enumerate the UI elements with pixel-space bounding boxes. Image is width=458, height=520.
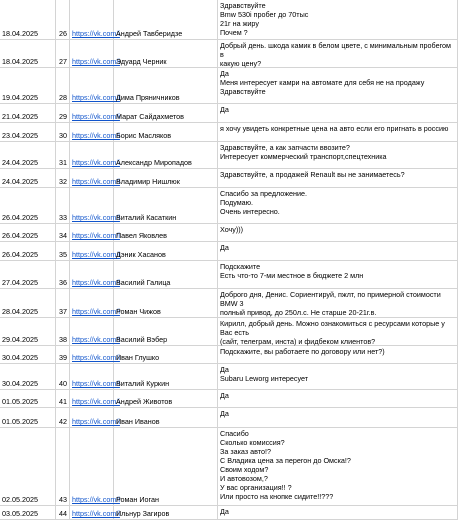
name-cell[interactable]: Марат Сайдахметов bbox=[114, 104, 218, 122]
name-cell[interactable]: Виталий Касаткин bbox=[114, 188, 218, 223]
message-line: Да bbox=[220, 69, 229, 78]
table-row[interactable] bbox=[0, 68, 458, 104]
message-cell[interactable] bbox=[218, 242, 458, 260]
message-line: Здравствуйте, а продажей Renault вы не занимаетесь? bbox=[220, 170, 405, 179]
profile-link[interactable]: https://vk.com/i bbox=[70, 224, 114, 241]
message-line: Да bbox=[220, 409, 229, 418]
message-line: Спасибо bbox=[220, 429, 249, 438]
table-row[interactable] bbox=[0, 390, 458, 408]
profile-link[interactable]: https://vk.com/i bbox=[70, 346, 114, 363]
table-row[interactable] bbox=[0, 346, 458, 364]
table-row[interactable] bbox=[0, 224, 458, 242]
name-cell[interactable]: Дэник Хасанов bbox=[114, 242, 218, 260]
profile-link[interactable]: https://vk.com/i bbox=[70, 242, 114, 260]
message-cell[interactable] bbox=[218, 142, 458, 168]
message-cell[interactable] bbox=[218, 289, 458, 317]
date-cell[interactable]: 18.04.2025 bbox=[0, 0, 56, 39]
profile-link[interactable]: https://vk.com/i bbox=[70, 408, 114, 427]
name-cell[interactable]: Василий Галица bbox=[114, 261, 218, 288]
date-cell[interactable]: 19.04.2025 bbox=[0, 68, 56, 103]
row-number-cell[interactable]: 39 bbox=[56, 346, 70, 363]
name-cell[interactable]: Виталий Куркин bbox=[114, 364, 218, 389]
message-cell[interactable] bbox=[218, 224, 458, 241]
table-row[interactable] bbox=[0, 506, 458, 520]
message-line: Да bbox=[220, 243, 229, 252]
message-line: какую цену? bbox=[220, 59, 262, 68]
name-cell[interactable]: Ильнур Загиров bbox=[114, 506, 218, 519]
date-cell[interactable]: 30.04.2025 bbox=[0, 364, 56, 389]
date-cell[interactable]: 24.04.2025 bbox=[0, 169, 56, 187]
table-row[interactable] bbox=[0, 0, 458, 40]
row-number-cell[interactable]: 38 bbox=[56, 318, 70, 345]
date-cell[interactable]: 26.04.2025 bbox=[0, 188, 56, 223]
message-line: Да bbox=[220, 365, 229, 374]
message-line: И автовозом,? bbox=[220, 474, 268, 483]
name-cell[interactable]: Иван Иванов bbox=[114, 408, 218, 427]
table-row[interactable] bbox=[0, 364, 458, 390]
message-line: полный привод, до 250л.с. Не старше 20-21г.в. bbox=[220, 308, 377, 317]
message-cell[interactable] bbox=[218, 390, 458, 407]
table-row[interactable] bbox=[0, 123, 458, 142]
row-number-cell[interactable]: 43 bbox=[56, 428, 70, 505]
row-number-cell[interactable]: 34 bbox=[56, 224, 70, 241]
row-number-cell[interactable]: 31 bbox=[56, 142, 70, 168]
message-cell[interactable] bbox=[218, 169, 458, 187]
table-row[interactable] bbox=[0, 242, 458, 261]
message-line: Почем ? bbox=[220, 28, 248, 37]
message-line: Здравствуйте bbox=[220, 1, 266, 10]
message-line: Subaru Leworg интересует bbox=[220, 374, 309, 383]
message-cell[interactable] bbox=[218, 188, 458, 223]
name-cell[interactable]: Василий Вэбер bbox=[114, 318, 218, 345]
row-number-cell[interactable]: 35 bbox=[56, 242, 70, 260]
message-line: (сайт, телеграм, инста) и фидбеком клиентов? bbox=[220, 337, 376, 346]
row-number-cell[interactable]: 37 bbox=[56, 289, 70, 317]
message-line: Есть что-то 7-ми местное в бюджете 2 млн bbox=[220, 271, 364, 280]
message-line: Bmw 530i пробег до 70тыс bbox=[220, 10, 309, 19]
profile-link[interactable]: https://vk.com/i bbox=[70, 68, 114, 103]
message-line: 21г на жиру bbox=[220, 19, 259, 28]
message-cell[interactable] bbox=[218, 123, 458, 141]
row-number-cell[interactable]: 42 bbox=[56, 408, 70, 427]
profile-link[interactable]: https://vk.com/i bbox=[70, 0, 114, 39]
message-line: я хочу увидеть конкретные цена на авто если его пригнать в россию bbox=[220, 124, 449, 133]
profile-link[interactable]: https://vk.com/i bbox=[70, 188, 114, 223]
profile-link[interactable]: https://vk.com/i bbox=[70, 289, 114, 317]
table-row[interactable] bbox=[0, 104, 458, 123]
message-line: Подскажите, вы работаете по договору или нет?) bbox=[220, 347, 385, 356]
message-cell[interactable] bbox=[218, 346, 458, 363]
message-line: Интересует коммерческий транспорт,спецтехника bbox=[220, 152, 387, 161]
row-number-cell[interactable]: 41 bbox=[56, 390, 70, 407]
message-line: Сколько комиссия? bbox=[220, 438, 285, 447]
date-cell[interactable]: 26.04.2025 bbox=[0, 224, 56, 241]
name-cell[interactable]: Борис Масляков bbox=[114, 123, 218, 141]
row-number-cell[interactable]: 44 bbox=[56, 506, 70, 519]
row-number-cell[interactable]: 26 bbox=[56, 0, 70, 39]
date-cell[interactable]: 18.04.2025 bbox=[0, 40, 56, 67]
row-number-cell[interactable]: 27 bbox=[56, 40, 70, 67]
profile-link[interactable]: https://vk.com/i bbox=[70, 390, 114, 407]
message-cell[interactable] bbox=[218, 364, 458, 389]
message-line: Подумаю. bbox=[220, 198, 254, 207]
name-cell[interactable]: Дима Пряничников bbox=[114, 68, 218, 103]
message-line: Здравствуйте, а как запчасти ввозите? bbox=[220, 143, 350, 152]
row-number-cell[interactable]: 40 bbox=[56, 364, 70, 389]
row-number-cell[interactable]: 32 bbox=[56, 169, 70, 187]
message-line: Доброго дня, Денис. Сориентируй, пжлт, по примерной стоимости BMW 3 bbox=[220, 290, 441, 308]
row-number-cell[interactable]: 28 bbox=[56, 68, 70, 103]
message-cell[interactable] bbox=[218, 68, 458, 103]
message-cell[interactable] bbox=[218, 408, 458, 427]
message-line: Да bbox=[220, 105, 229, 114]
message-cell[interactable] bbox=[218, 104, 458, 122]
table-row[interactable] bbox=[0, 40, 458, 68]
message-line: Подскажите bbox=[220, 262, 261, 271]
table-row[interactable] bbox=[0, 408, 458, 428]
date-cell[interactable]: 01.05.2025 bbox=[0, 390, 56, 407]
table-row[interactable] bbox=[0, 289, 458, 318]
message-cell[interactable] bbox=[218, 261, 458, 288]
message-line: Или просто на кнопке сидите!!??? bbox=[220, 492, 334, 501]
message-line: Добрый день. шкода камик в белом цвете, с минимальным пробегом в bbox=[220, 41, 451, 59]
date-cell[interactable]: 21.04.2025 bbox=[0, 104, 56, 122]
name-cell[interactable]: Роман Чижов bbox=[114, 289, 218, 317]
name-cell[interactable]: Павел Яковлев bbox=[114, 224, 218, 241]
message-line: За заказ авто!? bbox=[220, 447, 272, 456]
message-line: С Владика цена за перегон до Омска!? bbox=[220, 456, 351, 465]
date-cell[interactable]: 28.04.2025 bbox=[0, 289, 56, 317]
message-cell[interactable] bbox=[218, 506, 458, 519]
name-cell[interactable]: Андрей Тавберидзе bbox=[114, 0, 218, 39]
date-cell[interactable]: 24.04.2025 bbox=[0, 142, 56, 168]
message-line: Спасибо за предложение. bbox=[220, 189, 307, 198]
name-cell[interactable]: Роман Иоган bbox=[114, 428, 218, 505]
profile-link[interactable]: https://vk.com/i bbox=[70, 364, 114, 389]
row-number-cell[interactable]: 30 bbox=[56, 123, 70, 141]
date-cell[interactable]: 26.04.2025 bbox=[0, 242, 56, 260]
date-cell[interactable]: 27.04.2025 bbox=[0, 261, 56, 288]
message-line: Своим ходом? bbox=[220, 465, 269, 474]
message-line: Очень интересно. bbox=[220, 207, 280, 216]
row-number-cell[interactable]: 36 bbox=[56, 261, 70, 288]
profile-link[interactable]: https://vk.com/i bbox=[70, 318, 114, 345]
table-row[interactable] bbox=[0, 428, 458, 506]
name-cell[interactable]: Андрей Животов bbox=[114, 390, 218, 407]
message-cell[interactable] bbox=[218, 40, 458, 67]
profile-link[interactable]: https://vk.com/i bbox=[70, 428, 114, 505]
message-cell[interactable] bbox=[218, 318, 458, 345]
message-line: Да bbox=[220, 507, 229, 516]
table-row[interactable] bbox=[0, 261, 458, 289]
date-cell[interactable]: 03.05.2025 bbox=[0, 506, 56, 519]
profile-link[interactable]: https://vk.com/i bbox=[70, 142, 114, 168]
date-cell[interactable]: 29.04.2025 bbox=[0, 318, 56, 345]
table-row[interactable] bbox=[0, 169, 458, 188]
name-cell[interactable]: Владимир Нишлюк bbox=[114, 169, 218, 187]
profile-link[interactable]: https://vk.com/i bbox=[70, 123, 114, 141]
name-cell[interactable]: Александр Миропадов bbox=[114, 142, 218, 168]
date-cell[interactable]: 30.04.2025 bbox=[0, 346, 56, 363]
message-line: Здравствуйте bbox=[220, 87, 266, 96]
table-row[interactable] bbox=[0, 142, 458, 169]
profile-link[interactable]: https://vk.com/i bbox=[70, 169, 114, 187]
row-number-cell[interactable]: 33 bbox=[56, 188, 70, 223]
profile-link[interactable]: https://vk.com/i bbox=[70, 40, 114, 67]
table-row[interactable] bbox=[0, 318, 458, 346]
message-cell[interactable] bbox=[218, 428, 458, 505]
row-number-cell[interactable]: 29 bbox=[56, 104, 70, 122]
message-line: Да bbox=[220, 391, 229, 400]
date-cell[interactable]: 23.04.2025 bbox=[0, 123, 56, 141]
profile-link[interactable]: https://vk.com/i bbox=[70, 261, 114, 288]
table-row[interactable] bbox=[0, 188, 458, 224]
name-cell[interactable]: Эдуард Черник bbox=[114, 40, 218, 67]
message-line: У вас организация!! ? bbox=[220, 483, 292, 492]
message-line: Меня интересует камри на автомате для себя не на продажу bbox=[220, 78, 425, 87]
name-cell[interactable]: Иван Глушко bbox=[114, 346, 218, 363]
date-cell[interactable]: 02.05.2025 bbox=[0, 428, 56, 505]
message-line: Кирилл, добрый день. Можно ознакомиться с ресурсами которые у Вас есть bbox=[220, 319, 445, 337]
message-cell[interactable] bbox=[218, 0, 458, 39]
date-cell[interactable]: 01.05.2025 bbox=[0, 408, 56, 427]
message-line: Хочу))) bbox=[220, 225, 244, 234]
profile-link[interactable]: https://vk.com/i bbox=[70, 104, 114, 122]
profile-link[interactable]: https://vk.com/i bbox=[70, 506, 114, 519]
